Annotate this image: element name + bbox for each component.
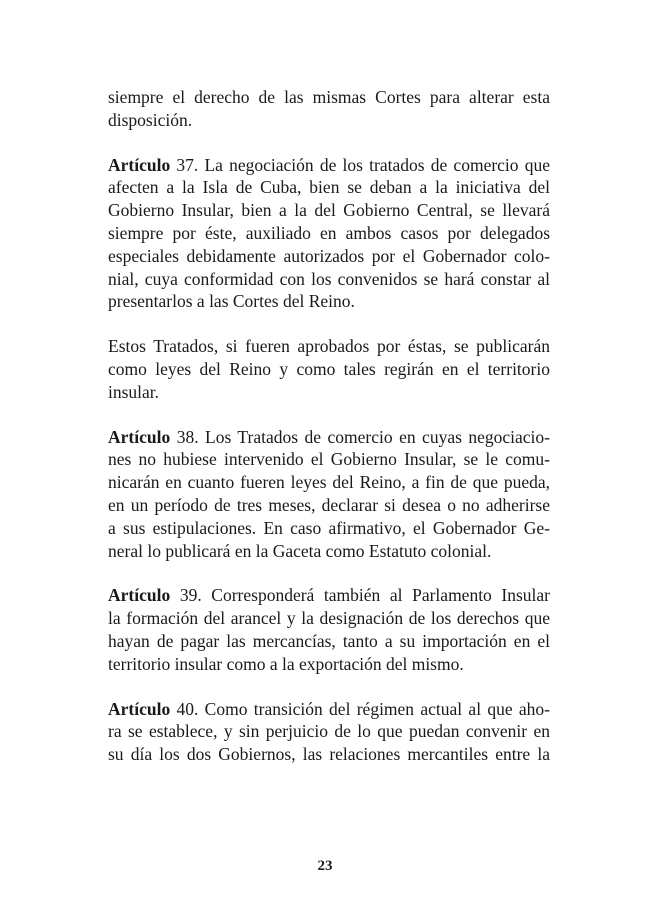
text-line: hayan de pagar las mercancías, tanto a su importación en el bbox=[108, 630, 550, 651]
article-text: 40. Como transición del régimen actual al que aho- bbox=[170, 698, 550, 719]
article-text: 39. Corresponderá también al Parlamento Insular bbox=[170, 585, 550, 606]
text-line bbox=[108, 584, 550, 607]
text-line: como leyes del Reino y como tales regirán en el territorio bbox=[108, 358, 550, 379]
text-line: Gobierno Insular, bien a la del Gobierno Central, se llevará bbox=[108, 200, 550, 221]
text-line: nicarán en cuanto fueren leyes del Reino, a fin de que pueda, bbox=[108, 472, 550, 493]
text-line: Estos Tratados, si fueren aprobados por éstas, se publicarán bbox=[108, 336, 550, 357]
text-line: nial, cuya conformidad con los convenidos se hará constar al bbox=[108, 268, 550, 289]
text-line: insular. bbox=[108, 381, 160, 402]
article-text: 38. Los Tratados de comercio en cuyas negociacio- bbox=[170, 426, 550, 447]
text-line: siempre el derecho de las mismas Cortes para alterar esta bbox=[108, 87, 550, 107]
article-38 bbox=[108, 426, 550, 563]
text-line: especiales debidamente autorizados por el Gobernador colo- bbox=[108, 245, 550, 266]
article-40 bbox=[108, 698, 550, 766]
text-line bbox=[108, 426, 550, 449]
text-line: presentarlos a las Cortes del Reino. bbox=[108, 291, 355, 312]
article-text: 37. La negociación de los tratados de comercio que bbox=[170, 154, 550, 175]
text-line: en un período de tres meses, declarar si desea o no adherirse bbox=[108, 494, 550, 515]
article-label: Artículo bbox=[108, 698, 171, 719]
text-line: siempre por éste, auxiliado en ambos casos por delegados bbox=[108, 222, 550, 243]
text-line: su día los dos Gobiernos, las relaciones mercantiles entre la bbox=[108, 744, 550, 765]
page-body bbox=[108, 86, 550, 788]
text-line: la formación del arancel y la designación de los derechos que bbox=[108, 608, 550, 629]
text-line bbox=[108, 154, 550, 177]
text-line bbox=[108, 698, 550, 721]
article-label: Artículo bbox=[108, 154, 171, 175]
article-label: Artículo bbox=[108, 585, 171, 606]
article-37 bbox=[108, 154, 550, 314]
text-line: nes no hubiese intervenido el Gobierno Insular, se le comu- bbox=[108, 449, 550, 470]
paragraph-continuation bbox=[108, 86, 550, 132]
text-line: afecten a la Isla de Cuba, bien se deban a la iniciativa del bbox=[108, 177, 550, 198]
text-line: a sus estipulaciones. En caso afirmativo, el Gobernador Ge- bbox=[108, 517, 550, 538]
text-line: territorio insular como a la exportación del mismo. bbox=[108, 653, 464, 674]
text-line: neral lo publicará en la Gaceta como Estatuto colonial. bbox=[108, 540, 492, 561]
text-line: disposición. bbox=[108, 109, 193, 130]
page-number: 23 bbox=[317, 858, 333, 874]
article-39 bbox=[108, 584, 550, 675]
paragraph-tratados bbox=[108, 335, 550, 403]
article-label: Artículo bbox=[108, 426, 171, 447]
text-line: ra se establece, y sin perjuicio de lo que puedan convenir en bbox=[108, 721, 550, 742]
